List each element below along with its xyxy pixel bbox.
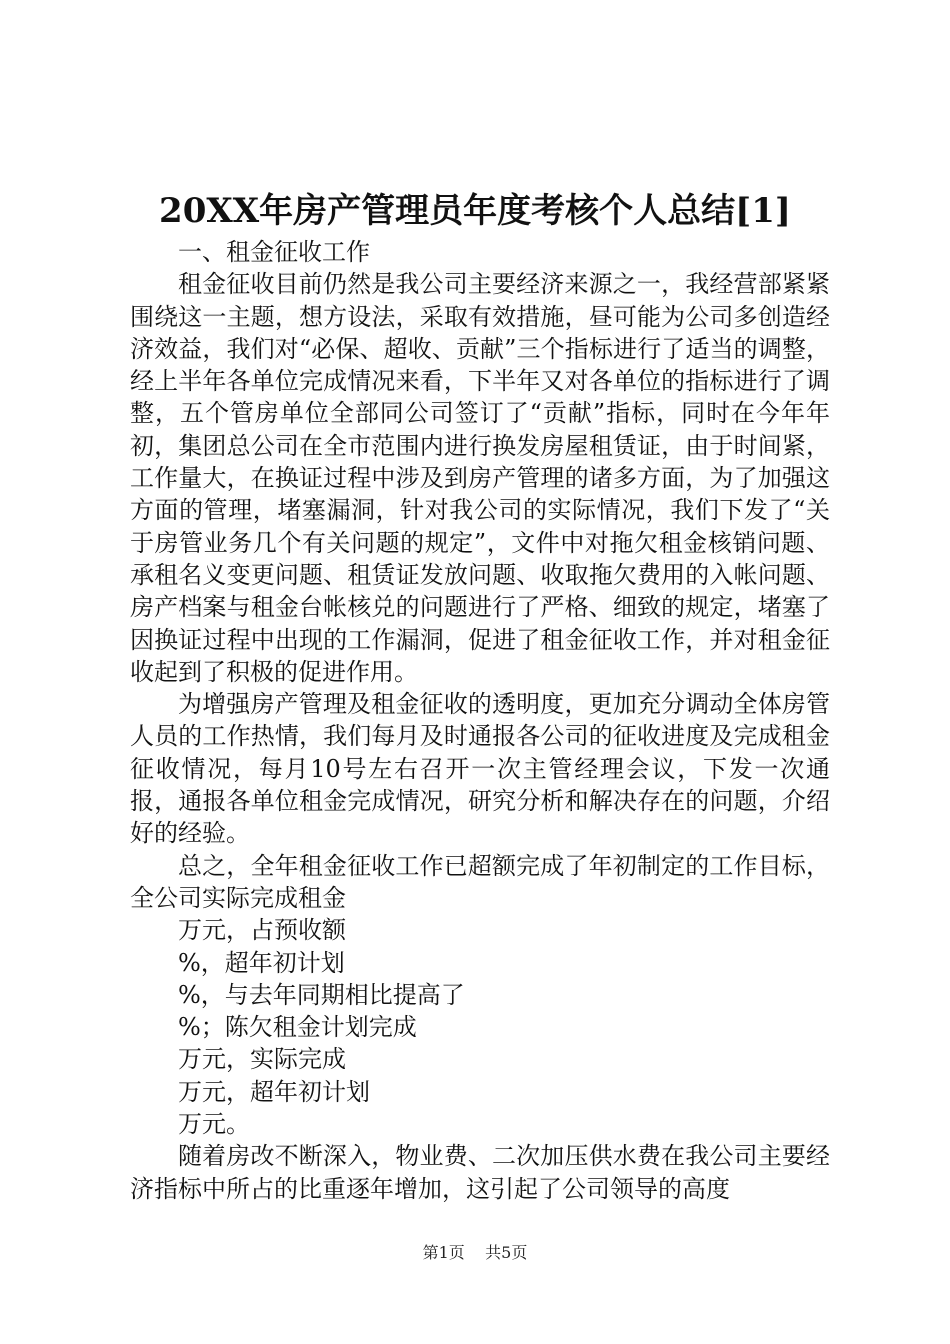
page-footer: [0, 1242, 950, 1264]
fragment-line: 万元。: [178, 1110, 250, 1139]
fragment-line: 万元，超年初计划: [178, 1077, 370, 1106]
fragment-line: 万元，占预收额: [178, 916, 346, 945]
section-heading: 一、租金征收工作: [178, 238, 370, 266]
fragment-line: %；陈欠租金计划完成: [178, 1013, 417, 1042]
fragment-line: 万元，实际完成: [178, 1045, 346, 1074]
fragment-line: %，与去年同期相比提高了: [178, 980, 465, 1009]
page-number: 第1页: [422, 1243, 465, 1262]
paragraph-transparency: 为增强房产管理及租金征收的透明度，更加充分调动全体房管人员的工作热情，我们每月及时通报各公司的征收进度及完成租金征收情况，每月10号左右召开一次主管经理会议，下发一次通报，通报各单位租金完成情况，研究分析和解决存在的问题，介绍好的经验。: [130, 690, 830, 848]
paragraph-property-fees: 随着房改不断深入，物业费、二次加压供水费在我公司主要经济指标中所占的比重逐年增加，这引起了公司领导的高度: [130, 1142, 830, 1203]
page-separator: [470, 1243, 480, 1262]
paragraph-rent-collection: 租金征收目前仍然是我公司主要经济来源之一，我经营部紧紧围绕这一主题，想方设法，采取有效措施，昼可能为公司多创造经济效益，我们对“必保、超收、贡献”三个指标进行了适当的调整，经上半年各单位完成情况来看，下半年又对各单位的指标进行了调整，五个管房单位全部同公司签订了“贡献”指标，同时在今年年初，集团总公司在全市范围内进行换发房屋租赁证，由于时间紧，工作量大，在换证过程中涉及到房产管理的诸多方面，为了加强这方面的管理，堵塞漏洞，针对我公司的实际情况，我们下发了“关于房管业务几个有关问题的规定”，文件中对拖欠租金核销问题、承租名义变更问题、租赁证发放问题、收取拖欠费用的入帐问题、房产档案与租金台帐核兑的问题进行了严格、细致的规定，堵塞了因换证过程中出现的工作漏洞，促进了租金征收工作，并对租金征收起到了积极的促进作用。: [130, 270, 830, 686]
paragraph-summary: 总之，全年租金征收工作已超额完成了年初制定的工作目标，全公司实际完成租金: [130, 851, 830, 912]
document-body: [130, 236, 830, 1205]
document-title: 20XX年房产管理员年度考核个人总结[1]: [159, 191, 791, 231]
fragment-line: %，超年初计划: [178, 948, 345, 977]
total-pages: 共5页: [485, 1243, 528, 1262]
